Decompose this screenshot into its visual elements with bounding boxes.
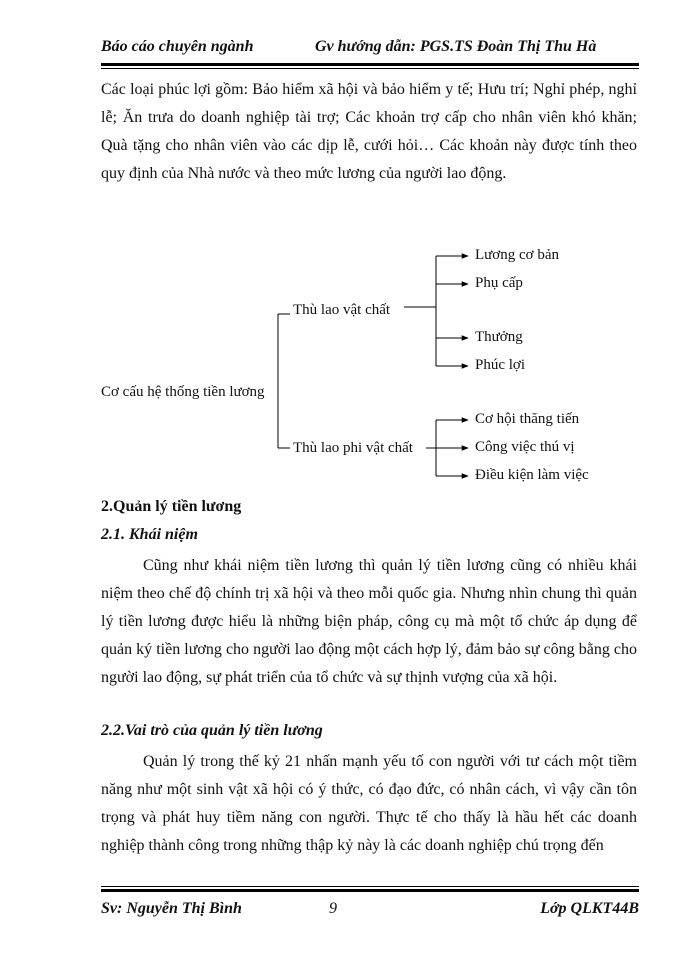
page-footer (101, 900, 639, 922)
section-2-2-paragraph: Quản lý trong thế kỷ 21 nhấn mạnh yếu tố con người với tư cách một tiềm năng như một sinh vật xã hội có ý thức, có đạo đức, có nhân cách, vì vậy cần tôn trọng và phát huy tiềm năng con người. Thực tế cho thấy là hầu hết các doanh nghiệp thành công trong những thập kỷ này là các doanh nghiệp chú trọng đến (101, 753, 637, 854)
footer-rule-thick (101, 889, 639, 892)
footer-student: Sv: Nguyễn Thị Bình (101, 900, 242, 917)
footer-page-number: 9 (329, 900, 337, 917)
section-2-1-paragraph: Cũng như khái niệm tiền lương thì quản lý tiền lương cũng có nhiều khái niệm theo chế độ chính trị xã hội và theo mỗi quốc gia. Nhưng nhìn chung thì quản lý tiền lương được hiểu là những biện pháp, công cụ mà một tổ chức áp dụng để quản ký tiền lương cho người lao động một cách hợp lý, đảm bảo sự công bằng cho người lao động, sự phát triển của tổ chức và sự thịnh vượng của xã hội. (101, 557, 637, 686)
diagram-item-cong-viec-thu-vi: Công việc thú vị (475, 439, 575, 455)
diagram-branch-material: Thù lao vật chất (293, 302, 391, 318)
intro-paragraph: Các loại phúc lợi gồm: Bảo hiểm xã hội và bảo hiểm y tế; Hưu trí; Nghỉ phép, nghỉ lễ; Ăn trưa do doanh nghiệp tài trợ; Các khoản trợ cấp cho nhân viên khó khăn; Quà tặng cho nhân viên vào các dịp lễ, cưới hỏi… Các khoản này được tính theo quy định của Nhà nước và theo mức lương của người lao động. (101, 81, 637, 182)
header-report-title: Báo cáo chuyên ngành (101, 38, 254, 55)
section-2-title: 2.Quản lý tiền lương (101, 498, 242, 515)
header-supervisor: Gv hướng dẫn: PGS.TS Đoàn Thị Thu Hà (315, 38, 597, 55)
footer-rule-thin (101, 886, 639, 887)
diagram-item-phuc-loi: Phúc lợi (475, 357, 526, 373)
section-2-1-title: 2.1. Khái niệm (101, 526, 198, 543)
diagram-branch-nonmaterial: Thù lao phi vật chất (293, 440, 413, 456)
diagram-item-dieu-kien-lam-viec: Điều kiện làm việc (475, 467, 589, 483)
diagram-root-label: Cơ cấu hệ thống tiền lương (101, 384, 265, 400)
diagram-item-phu-cap: Phụ cấp (475, 275, 523, 291)
footer-class: Lớp QLKT44B (540, 900, 639, 917)
section-2-2-title: 2.2.Vai trò của quản lý tiền lương (101, 722, 323, 739)
diagram-item-luong-co-ban: Lương cơ bản (475, 247, 559, 263)
diagram-item-co-hoi-thang-tien: Cơ hội thăng tiến (475, 411, 580, 427)
diagram-item-thuong: Thưởng (475, 329, 523, 345)
